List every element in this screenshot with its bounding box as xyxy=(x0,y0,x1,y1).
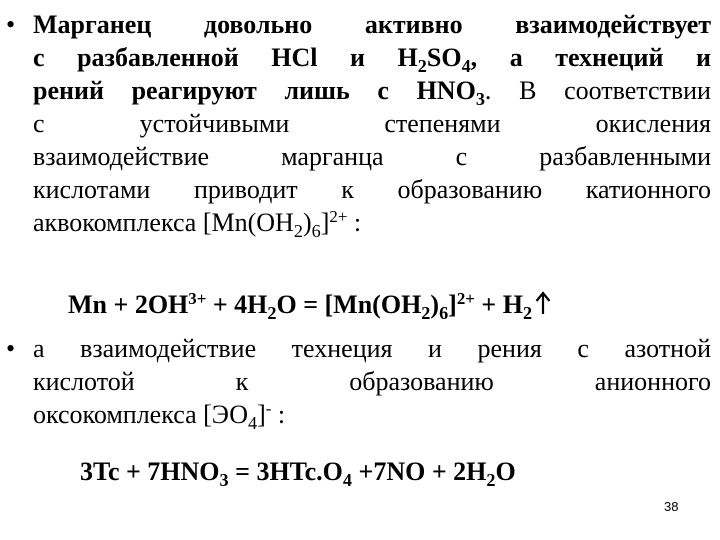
text-line: оксокомплекса $[ЭО_4]^-$ : xyxy=(33,398,286,434)
equation-technetium: $3Tc + 7HNO_3 = 3HTc.O_4 +7NO + 2H_2O$ xyxy=(80,457,516,491)
bullet-text xyxy=(33,8,711,242)
bullet-marker: • xyxy=(6,10,16,39)
bullet-text xyxy=(33,332,711,434)
text-line: кислотами приводит к образованию катионного xyxy=(33,175,711,204)
text-line: с устойчивыми степенями окисления xyxy=(33,109,711,138)
text-line: Марганец довольно активно взаимодействует xyxy=(33,10,711,39)
page-number: 38 xyxy=(664,499,679,514)
arrow-up-icon xyxy=(535,291,551,315)
bullet-marker: • xyxy=(6,334,16,363)
text-line: с разбавленной HCl и $H_2SO_4$, а технеций и xyxy=(33,43,711,77)
text-line: кислотой к образованию анионного xyxy=(33,367,711,396)
text-line: взаимодействие марганца с разбавленными xyxy=(33,142,711,171)
text-line: рений реагируют лишь с $HNO_3$. В соответствии xyxy=(33,76,711,110)
text-line: а взаимодействие технеция и рения с азотной xyxy=(33,334,711,363)
equation-manganese: $Mn + 2OH^{3+} + 4H_2O = [Mn(OH_2)_6]^{2+} + H_2$ xyxy=(68,288,551,321)
text-line: аквокомплекса $[Mn(OH_2)_6]^{2+}$ : xyxy=(33,206,362,242)
